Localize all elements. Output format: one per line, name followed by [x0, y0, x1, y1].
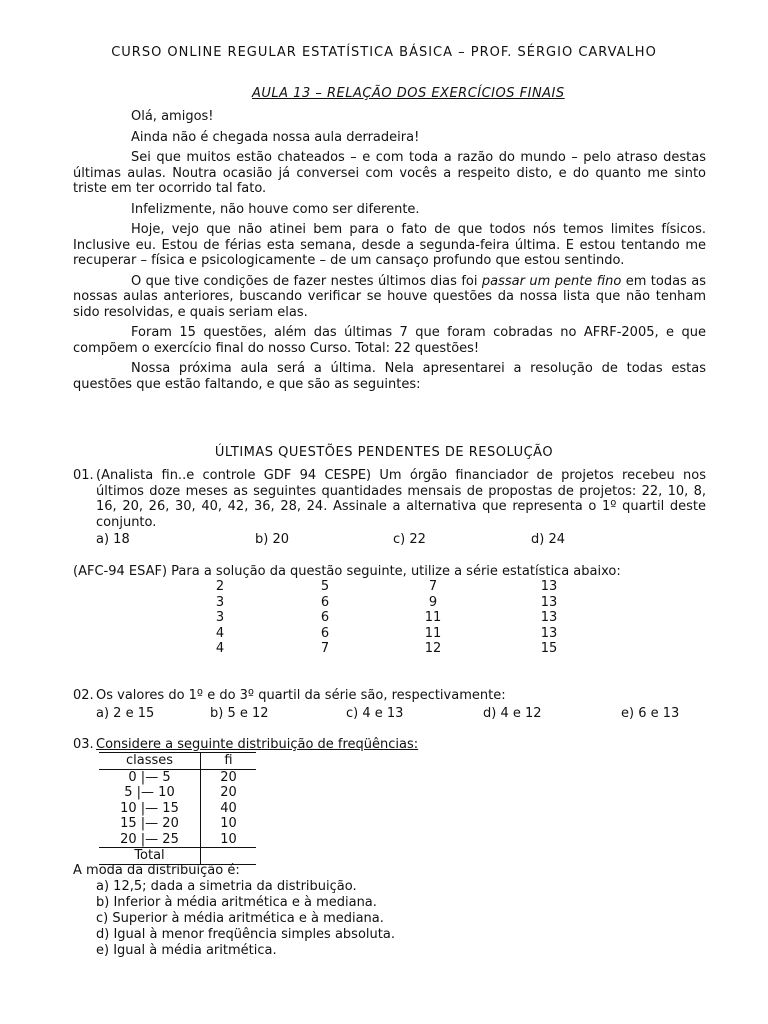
review-text-before: O que tive condições de fazer nestes últimos dias foi	[131, 273, 482, 289]
table-row	[99, 801, 256, 817]
table-total-row	[99, 848, 256, 865]
question-02-option-a: a) 2 e 15	[96, 706, 155, 721]
paragraph-limits: Hoje, vejo que não atinei bem para o fato de que todos nós temos limites físicos. Inclusive eu. Estou de férias esta semana, desde a segunda-feira última. E estou tentando me recuperar – física e psicologicamente – de um cansaço profundo que estou sentindo.	[73, 222, 706, 268]
table-header-classes: classes	[99, 753, 201, 770]
question-02-text: Os valores do 1º e do 3º quartil da série são, respectivamente:	[96, 688, 506, 703]
table-cell-fi: 10	[220, 816, 237, 831]
paragraph-review	[73, 274, 706, 321]
table-cell-class: 5 |— 10	[99, 785, 201, 801]
series-value: 7	[320, 641, 330, 656]
series-value: 5	[320, 579, 330, 594]
table-cell-fi: 20	[220, 769, 237, 785]
series-value: 12	[424, 641, 442, 656]
page-header: CURSO ONLINE REGULAR ESTATÍSTICA BÁSICA – PROF. SÉRGIO CARVALHO	[111, 45, 657, 60]
series-value: 11	[424, 610, 442, 625]
question-02-option-d: d) 4 e 12	[483, 706, 542, 721]
table-cell-class: 0 |— 5	[99, 769, 201, 785]
series-value: 2	[215, 579, 225, 594]
table-cell-class: 15 |— 20	[99, 816, 201, 832]
question-02-option-c: c) 4 e 13	[346, 706, 404, 721]
question-03-option-e: e) Igual à média aritmética.	[96, 943, 277, 958]
paragraph-next-lesson: Nossa próxima aula será a última. Nela apresentarei a resolução de todas estas questões que estão faltando, e que são as seguintes:	[73, 361, 706, 392]
series-value: 9	[428, 594, 438, 610]
question-02-number: 02.	[73, 688, 94, 703]
series-value: 7	[428, 579, 438, 594]
frequency-table	[99, 752, 256, 865]
table-row	[99, 785, 256, 801]
table-row	[99, 832, 256, 848]
series-value: 15	[540, 641, 558, 656]
series-value: 13	[540, 594, 558, 610]
question-01-option-a: a) 18	[96, 532, 130, 547]
question-03-prompt: A moda da distribuição é:	[73, 863, 240, 878]
series-value: 4	[215, 641, 225, 656]
table-row	[99, 816, 256, 832]
question-03-number: 03.	[73, 737, 94, 752]
series-value: 6	[320, 625, 330, 641]
table-row	[99, 769, 256, 785]
series-value: 3	[215, 594, 225, 610]
table-cell-class: 10 |— 15	[99, 801, 201, 817]
question-01-number: 01.	[73, 468, 94, 483]
paragraph-count: Foram 15 questões, além das últimas 7 que foram cobradas no AFRF-2005, e que compõem o exercício final do nosso Curso. Total: 22 questões!	[73, 325, 706, 356]
question-01-option-b: b) 20	[255, 532, 289, 547]
question-02-option-b: b) 5 e 12	[210, 706, 269, 721]
series-value: 3	[215, 610, 225, 625]
intro-text	[73, 109, 706, 392]
table-cell-fi: 10	[220, 831, 237, 847]
paragraph-delay: Sei que muitos estão chateados – e com toda a razão do mundo – pelo atraso destas últimas aulas. Noutra ocasião já conversei com vocês a respeito disto, e do quanto me sinto triste em ter ocorrido tal fato.	[73, 150, 706, 196]
series-value: 11	[424, 625, 442, 641]
review-emphasis: passar um pente fino	[481, 273, 622, 289]
question-03-text: Considere a seguinte distribuição de freqüências:	[96, 737, 419, 752]
question-01-text: (Analista fin..e controle GDF 94 CESPE) Um órgão financiador de projetos recebeu nos últimos doze meses as seguintes quantidades mensais de propostas de projetos: 22, 10, 8, 16, 20, 26, 30, 40, 42, 36, 28, 24. Assinale a alternativa que representa o 1º quartil deste conjunto.	[96, 468, 706, 530]
table-cell-class: 20 |— 25	[99, 832, 201, 848]
table-total-label: Total	[99, 848, 201, 865]
series-value: 6	[320, 610, 330, 625]
question-03-option-b: b) Inferior à média aritmética e à mediana.	[96, 895, 377, 910]
table-header-fi: fi	[201, 753, 257, 770]
series-value: 4	[215, 625, 225, 641]
series-value: 13	[540, 579, 558, 594]
series-value: 13	[540, 625, 558, 641]
table-cell-fi: 20	[220, 785, 237, 800]
section-title: ÚLTIMAS QUESTÕES PENDENTES DE RESOLUÇÃO	[214, 445, 554, 460]
question-01-option-c: c) 22	[393, 532, 426, 547]
question-03-option-c: c) Superior à média aritmética e à mediana.	[96, 911, 384, 926]
series-value: 6	[320, 594, 330, 610]
paragraph-greeting: Olá, amigos!	[131, 109, 214, 124]
afc-intro: (AFC-94 ESAF) Para a solução da questão seguinte, utilize a série estatística abaixo:	[73, 564, 621, 579]
question-01-option-d: d) 24	[531, 532, 565, 547]
paragraph-not-yet: Ainda não é chegada nossa aula derradeira!	[131, 129, 420, 145]
question-03-option-d: d) Igual à menor freqüência simples absoluta.	[96, 927, 395, 942]
series-value: 13	[540, 610, 558, 625]
table-cell-fi: 40	[220, 800, 237, 816]
lesson-title: AULA 13 – RELAÇÃO DOS EXERCÍCIOS FINAIS	[252, 86, 565, 101]
question-02-option-e: e) 6 e 13	[621, 706, 680, 721]
review-text-after: em todas as nossas aulas anteriores, buscando verificar se houve questões da nossa lista que não tenham sido resolvidas, e quais seriam elas.	[73, 273, 706, 320]
question-03-option-a: a) 12,5; dada a simetria da distribuição.	[96, 879, 357, 894]
table-header-row	[99, 753, 256, 770]
paragraph-unfortunately: Infelizmente, não houve como ser diferente.	[131, 201, 420, 217]
table-total-value	[201, 848, 257, 865]
